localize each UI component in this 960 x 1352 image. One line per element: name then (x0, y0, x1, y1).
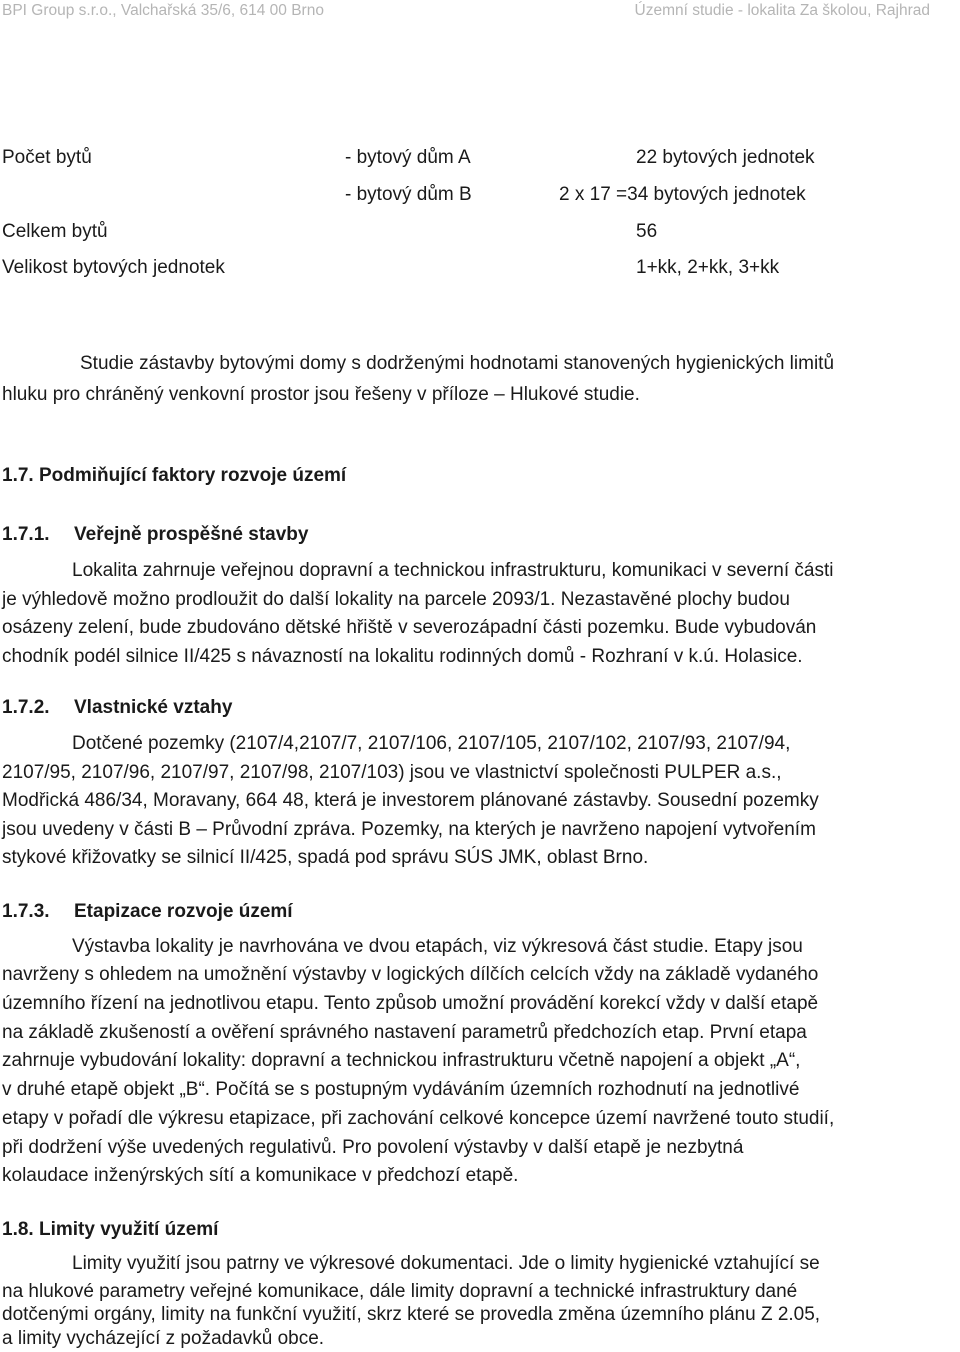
row3-value: 56 (636, 221, 658, 242)
row1-label: Počet bytů (2, 147, 92, 168)
s171-line-3: osázeny zelení, bude zbudováno dětské hřiště v severozápadní části pozemku. Bude vybudován (2, 617, 817, 638)
s18-line-1: Limity využití jsou patrny ve výkresové dokumentaci. Jde o limity hygienické vztahující se (72, 1253, 820, 1274)
s173-line-9: kolaudace inženýrských sítí a komunikace v předchozí etapě. (2, 1165, 519, 1186)
s171-line-2: je výhledově možno prodloužit do další lokality na parcele 2093/1. Nezastavěné plochy budou (2, 589, 790, 610)
s172-line-5: stykové křižovatky se silnicí II/425, spadá pod správu SÚS JMK, oblast Brno. (2, 847, 649, 868)
section-1-7-1-title: Veřejně prospěšné stavby (74, 524, 309, 545)
row4-label: Velikost bytových jednotek (2, 257, 225, 278)
row1-item: - bytový dům A (345, 147, 471, 168)
row4-value: 1+kk, 2+kk, 3+kk (636, 257, 780, 278)
s173-line-3: územního řízení na jednotlivou etapu. Tento způsob umožní provádění korekcí vždy v další etapě (2, 993, 819, 1014)
section-1-7-1-heading (2, 524, 308, 546)
s172-line-1: Dotčené pozemky (2107/4,2107/7, 2107/106, 2107/105, 2107/102, 2107/93, 2107/94, (72, 733, 791, 754)
section-1-7-3-title: Etapizace rozvoje území (74, 901, 293, 922)
row1-value: 22 bytových jednotek (636, 147, 815, 168)
row2-value: 2 x 17 =34 bytových jednotek (559, 184, 806, 205)
s172-line-4: jsou uvedeny v části B – Průvodní zpráva. Pozemky, na kterých je navrženo napojení vytvořením (2, 819, 816, 840)
section-1-7-3-heading (2, 901, 293, 923)
section-1-7-2-number: 1.7.2. (2, 697, 50, 718)
s172-line-3: Modřická 486/34, Moravany, 664 48, která je investorem plánované zástavby. Sousední pozemky (2, 790, 819, 811)
row2-item: - bytový dům B (345, 184, 472, 205)
section-1-8-heading: 1.8. Limity využití území (2, 1219, 219, 1240)
s18-line-3: dotčenými orgány, limity na funkční využití, skrz které se provedla změna územního plánu Z 2.05, (2, 1304, 821, 1325)
section-1-7-2-heading (2, 697, 232, 719)
s18-line-2: na hlukové parametry veřejné komunikace, dále limity dopravní a technické infrastruktury dané (2, 1281, 798, 1302)
s173-line-1: Výstavba lokality je navrhována ve dvou etapách, viz výkresová část studie. Etapy jsou (72, 936, 803, 957)
s18-line-4: a limity vycházející z požadavků obce. (2, 1328, 325, 1349)
s172-line-2: 2107/95, 2107/96, 2107/97, 2107/98, 2107/103) jsou ve vlastnictví společnosti PULPER a.s., (2, 762, 782, 783)
s173-line-5: zahrnuje vybudování lokality: dopravní a technickou infrastrukturu včetně napojení a objekt „A“, (2, 1050, 801, 1071)
s173-line-8: při dodržení výše uvedených regulativů. Pro povolení výstavby v další etapě je nezbytná (2, 1137, 744, 1158)
section-1-7-heading: 1.7. Podmiňující faktory rozvoje území (2, 465, 347, 486)
row3-label: Celkem bytů (2, 221, 108, 242)
page-header (2, 2, 930, 22)
section-1-7-1-number: 1.7.1. (2, 524, 50, 545)
noise-line-2: hluku pro chráněný venkovní prostor jsou řešeny v příloze – Hlukové studie. (2, 384, 640, 405)
header-document-title: Územní studie - lokalita Za školou, Rajhrad (634, 2, 930, 19)
header-company: BPI Group s.r.o., Valchařská 35/6, 614 00 Brno (2, 2, 324, 19)
s171-line-1: Lokalita zahrnuje veřejnou dopravní a technickou infrastrukturu, komunikaci v severní části (72, 560, 834, 581)
s173-line-2: navrženy s ohledem na umožnění výstavby v logických dílčích celcích vždy na základě vydaného (2, 964, 819, 985)
s171-line-4: chodník podél silnice II/425 s návazností na lokalitu rodinných domů - Rozhraní v k.ú. Holasice. (2, 646, 803, 667)
s173-line-6: v druhé etapě objekt „B“. Počítá se s postupným vydáváním územních rozhodnutí na jednotlivé (2, 1079, 800, 1100)
s173-line-4: na základě zkušeností a ověření správného nastavení parametrů předchozích etap. První etapa (2, 1022, 807, 1043)
noise-line-1: Studie zástavby bytovými domy s dodrženými hodnotami stanovených hygienických limitů (80, 353, 835, 374)
section-1-7-3-number: 1.7.3. (2, 901, 50, 922)
s173-line-7: etapy v pořadí dle výkresu etapizace, při zachování celkové koncepce území navržené touto studií, (2, 1108, 835, 1129)
section-1-7-2-title: Vlastnické vztahy (74, 697, 233, 718)
